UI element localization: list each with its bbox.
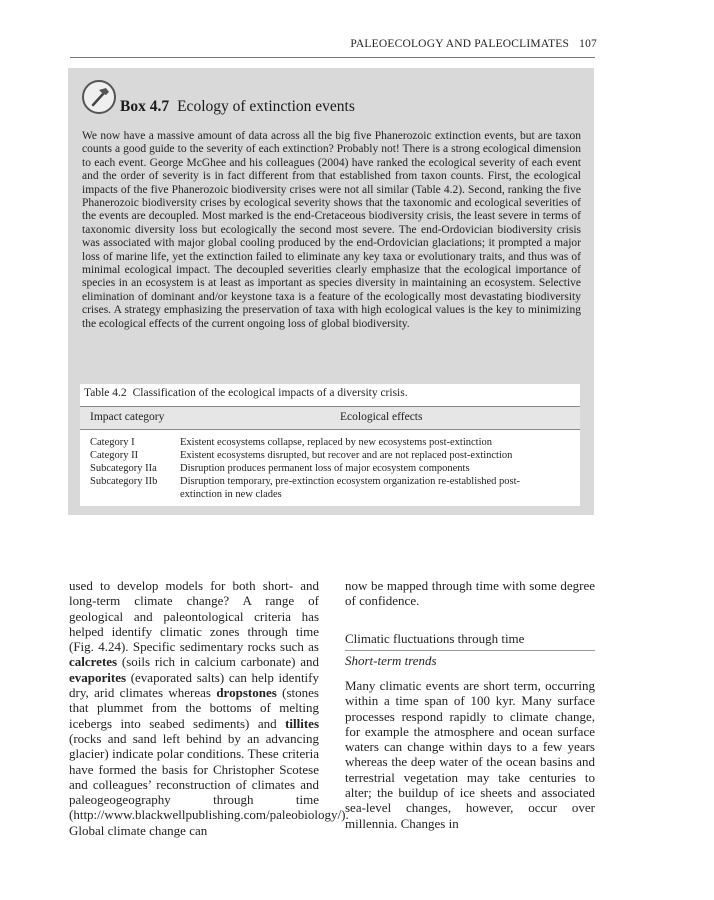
table-row [80, 436, 580, 449]
body-text: (stones that plummet from the bottoms of melting icebergs into seabed sediments) and [69, 685, 319, 731]
key-term: dropstones [216, 685, 277, 701]
column-header: Impact category [90, 411, 165, 423]
box-label: Box 4.7 [120, 98, 170, 115]
box-title [120, 98, 355, 116]
left-column [69, 578, 349, 838]
header-rule [70, 57, 595, 58]
box-4-7 [68, 68, 594, 515]
key-term: tillites [285, 715, 319, 731]
table-body [80, 436, 580, 501]
table-cell-effect: Existent ecosystems disrupted, but recover and are not replaced post-extinction [180, 450, 513, 461]
table-cell-effect: Existent ecosystems collapse, replaced by new ecosystems post-extinction [180, 437, 493, 448]
table-cell-category: Category II [90, 450, 139, 461]
table-cell-effect: Disruption temporary, pre-extinction ecosystem organization re-established post-extinction in new clades [180, 476, 520, 500]
table-header [80, 406, 580, 430]
page-number: 107 [579, 38, 597, 50]
box-body: We now have a massive amount of data across all the big five Phanerozoic extinction events, but are taxon counts a good guide to the severity of each extinction? Probably not! There is a strong ecological dimension to each event. George McGhee and his colleagues (2004) have ranked the ecological severity of each event and the order of severity is in fact different from that established from taxon counts. First, the ecological impacts of the five Phanerozoic biodiversity crises were not all similar (Table 4.2). Second, ranking the five Phanerozoic biodiversity crises by ecological severity shows that the taxonomic and ecological severities of the events are decoupled. Most marked is the end-Cretaceous biodiversity crisis, the least severe in terms of taxonomic diversity loss but ecologically the second most severe. The end-Ordovician biodiversity crisis was associated with major global cooling produced by the end-Ordovician glaciations; it prompted a major loss of marine life, yet the extinction failed to eliminate any key taxa or evolutionary traits, and thus was of minimal ecological impact. The decoupled severities clearly emphasize that the ecological importance of species in an ecosystem is at least as important as species diversity in maintaining an ecosystem. Selective elimination of dominant and/or keystone taxa is a feature of the ecologically most devastating biodiversity crises. A strategy emphasizing the preservation of taxa with high ecological values is the key to minimizing the ecological effects of the current ongoing loss of global biodiversity. [82, 130, 581, 330]
right-column-intro: now be mapped through time with some degree of confidence. [345, 578, 595, 609]
table-row [80, 475, 580, 501]
right-column-paragraph: Many climatic events are short term, occurring within a time span of 100 kyr. Many surface processes respond rapidly to climate change, for example the atmosphere and ocean surface waters can change within days to a few years whereas the deep water of the ocean basins and terrestrial vegetation may take centuries to alter; the buildup of ice sheets and associated sea-level changes, however, occur over millennia. Changes in [345, 678, 595, 831]
table-cell-category: Category I [90, 437, 135, 448]
table-cell-category: Subcategory IIa [90, 463, 157, 474]
table-caption [84, 387, 408, 399]
body-text: (soils rich in calcium carbonate) and [117, 654, 319, 670]
running-head [350, 38, 597, 50]
hammer-icon [82, 80, 116, 114]
table-row [80, 462, 580, 475]
table-caption-text: Classification of the ecological impacts of a diversity crisis. [132, 387, 408, 399]
key-term: evaporites [69, 669, 127, 685]
running-title: PALEOECOLOGY AND PALEOCLIMATES [350, 38, 570, 50]
table-cell-category: Subcategory IIb [90, 476, 158, 487]
table-label: Table 4.2 [84, 387, 127, 399]
body-text: used to develop models for both short- and long-term climate change? A range of geological and paleontological criteria has helped identify climatic zones through time (Fig. 4.24). Specific sedimentary rocks such as [69, 578, 319, 655]
column-header: Ecological effects [340, 411, 423, 423]
section-heading: Climatic fluctuations through time [345, 631, 595, 651]
table-cell-effect: Disruption produces permanent loss of major ecosystem components [180, 463, 470, 474]
table-row [80, 449, 580, 462]
table-4-2 [80, 384, 580, 506]
body-text: (evaporated salts) can help identify dry, arid climates whereas [69, 669, 319, 701]
subsection-heading: Short-term trends [345, 653, 437, 668]
key-term: calcretes [69, 654, 118, 670]
box-title-text: Ecology of extinction events [177, 98, 355, 115]
body-text: (rocks and sand left behind by an advancing glacier) indicate polar conditions. These criteria have formed the basis for Christopher Scotese and colleagues’ reconstruction of climates and paleogeogeography through time (http://www.blackwellpublishing.com/paleobiology/). Global climate change can [69, 730, 349, 838]
